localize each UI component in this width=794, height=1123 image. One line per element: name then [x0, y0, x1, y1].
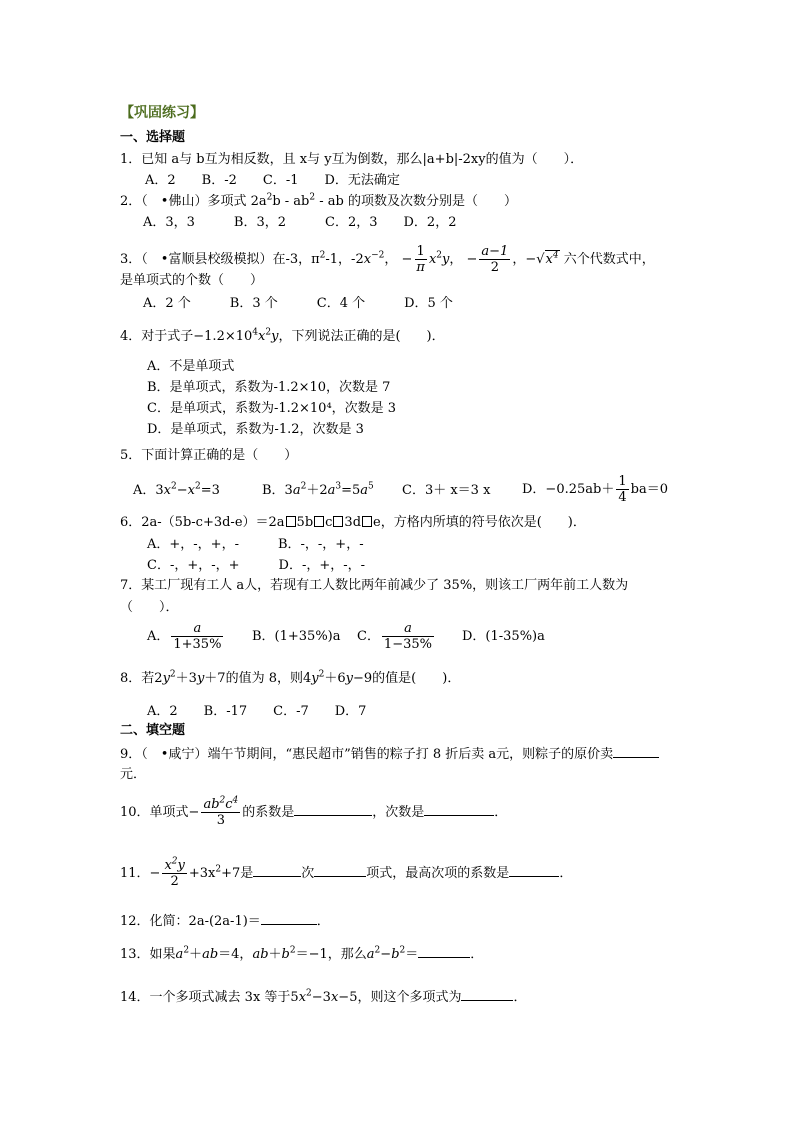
answer-blank[interactable]: [424, 801, 494, 816]
part-heading-fill: 二、填空题: [120, 723, 186, 738]
question-9-stem: 9．（ •咸宁）端午节期间，“惠民超市”销售的粽子打 8 折后卖 a元，则粽子的原价卖: [120, 743, 659, 764]
fraction-x2y-over-2: $\frac{x^2y}{2}$: [164, 856, 185, 889]
question-3-stem-cont: 是单项式的个数（ ）: [120, 273, 264, 288]
question-1-stem: 1．已知 a与 b互为相反数，且 x与 y互为倒数，那么|a+b|-2xy的值为（ ）．: [120, 152, 584, 167]
answer-blank[interactable]: [294, 801, 372, 816]
question-4-option-d: D．是单项式，系数为-1.2，次数是 3: [147, 422, 364, 437]
question-6-stem: 6．2a-（5b-c+3d-e）＝2a 5b c 3d e，方格内所填的符号依次是( )．: [120, 515, 586, 530]
question-7-option-d: D．(1-35%)a: [462, 629, 545, 644]
question-2-stem: 2．（ •佛山）多项式 $2a^2b - ab^2$ - ab 的项数及次数分别是（ ）: [120, 192, 517, 209]
question-4-option-c: C．是单项式，系数为-1.2×10⁴，次数是 3: [147, 401, 397, 416]
answer-blank[interactable]: [314, 862, 366, 877]
question-13-stem: 13．如果$a^2+ab=4$，$ab+b^2=-1$，那么$a^2-b^2=$ ．: [120, 943, 483, 964]
fraction-ab2c4-over-3: $\frac{ab^2c^4}{3}$: [203, 795, 239, 828]
question-5-option-a: A．$3x^2-x^2=3$: [133, 481, 220, 498]
question-5-stem: 5．下面计算正确的是（ ）: [120, 448, 298, 463]
question-3-options: A．2 个 B．3 个 C．4 个 D．5 个: [143, 296, 453, 311]
answer-blank[interactable]: [509, 862, 559, 877]
question-4-stem: 4．对于式子$-1.2\times 10^4x^2y$，下列说法正确的是( )．: [120, 327, 445, 344]
question-7-stem: 7．某工厂现有工人 a人，若现有工人数比两年前减少了 35%，则该工厂两年前工人数为: [120, 578, 629, 593]
blank-square-icon: [333, 516, 343, 527]
question-4-option-a: A．不是单项式: [147, 359, 235, 374]
question-8-options: A．2 B．-17 C．-7 D．7: [147, 704, 367, 719]
question-5-option-c: C．3＋ x＝3 x: [402, 483, 491, 498]
answer-blank[interactable]: [261, 910, 317, 925]
question-7-option-b: B．(1+35%)a: [252, 629, 341, 644]
blank-square-icon: [362, 516, 372, 527]
question-5-option-d: D．−0.25ab＋ $\frac{1}{4}$ ba＝0: [522, 474, 668, 505]
answer-blank[interactable]: [613, 743, 659, 758]
question-5-option-b: B．$3a^2+2a^3=5a^5$: [262, 481, 374, 498]
question-4-option-b: B．是单项式，系数为-1.2×10，次数是 7: [147, 380, 391, 395]
question-6-options-ab: A．+，-，+，- B．-，-，+，-: [147, 537, 364, 552]
part-heading-choice: 一、选择题: [120, 130, 186, 145]
question-6-options-cd: C．-，+，-，+ D．-，+，-，-: [147, 558, 366, 573]
question-8-stem: 8．若$2y^2+3y+7$的值为 8，则$4y^2+6y-9$的值是( )．: [120, 669, 461, 686]
fraction-a-over-1-plus-35: $\frac{a}{1+35\%}$: [173, 621, 222, 652]
question-7-stem-cont: （ ）．: [120, 600, 179, 615]
section-title: 【巩固练习】: [120, 105, 204, 121]
question-9-tail: 元．: [120, 767, 147, 782]
question-7-option-a: A． $\frac{a}{1+35\%}$: [147, 621, 222, 652]
question-14-stem: 14．一个多项式减去 3x 等于$5x^2-3x-5$，则这个多项式为 ．: [120, 986, 527, 1007]
fraction-a-over-1-minus-35: $\frac{a}{1-35\%}$: [383, 621, 432, 652]
question-3-stem: 3．（ •富顺县校级模拟）在-3，$\pi^2-1$，$-2x^{-2}$， − $\frac{1}{\pi}$ $x^2y$， − $\frac{a-1}{2}$ ，$-√x^4$ 六个代数式中，: [120, 244, 655, 275]
question-2-options: A．3，3 B．3，2 C．2，3 D．2，2: [143, 215, 457, 230]
question-7-option-c: C． $\frac{a}{1-35\%}$: [357, 621, 432, 652]
question-11-stem: 11．− $\frac{x^2y}{2}$ $+3x^2+7$是 次 项式，最高次项的系数是 ．: [120, 856, 573, 889]
blank-square-icon: [286, 516, 296, 527]
question-12-stem: 12．化简：2a-(2a-1)＝ ．: [120, 910, 330, 931]
answer-blank[interactable]: [253, 862, 301, 877]
answer-blank[interactable]: [461, 986, 513, 1001]
answer-blank[interactable]: [418, 943, 470, 958]
fraction-1-over-4: $\frac{1}{4}$: [618, 474, 627, 505]
question-1-options: A．2 B．-2 C．-1 D．无法确定: [145, 173, 400, 188]
fraction-1-over-pi: $\frac{1}{\pi}$: [416, 244, 425, 275]
question-10-stem: 10．单项式− $\frac{ab^2c^4}{3}$ 的系数是 ，次数是 ．: [120, 795, 508, 828]
fraction-a-minus-1-over-2: $\frac{a-1}{2}$: [481, 244, 509, 275]
blank-square-icon: [314, 516, 324, 527]
